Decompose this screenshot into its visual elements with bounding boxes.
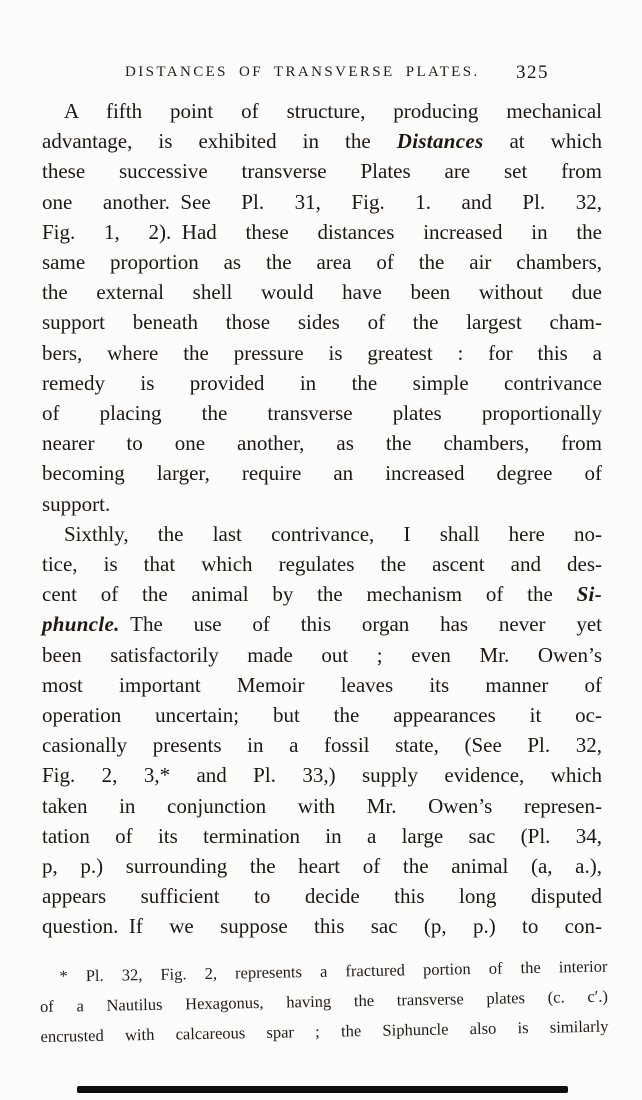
text-line: support.	[42, 491, 111, 516]
text-line: taken in conjunction with Mr. Owen’s represen-	[42, 793, 602, 818]
text-line: question. If we suppose this sac (p, p.) to con-	[42, 914, 602, 939]
text-line: cent of the animal by the mechanism of the Si-	[42, 582, 602, 607]
text-line: p, p.) surrounding the heart of the animal (a, a.),	[42, 854, 602, 879]
text-line: nearer to one another, as the chambers, from	[42, 431, 602, 456]
text-line: these successive transverse Plates are set from	[42, 159, 602, 184]
paragraph	[42, 519, 602, 942]
text-line: casionally presents in a fossil state, (See Pl. 32,	[42, 733, 602, 758]
text-line: remedy is provided in the simple contrivance	[42, 370, 602, 395]
text-line: phuncle. The use of this organ has never yet	[42, 612, 602, 637]
text-line: tice, is that which regulates the ascent and des-	[42, 552, 602, 577]
text-line: same proportion as the area of the air chambers,	[42, 250, 602, 275]
text-line: appears sufficient to decide this long disputed	[42, 884, 602, 909]
text-line: tation of its termination in a large sac (Pl. 34,	[42, 823, 602, 848]
running-head-title: DISTANCES OF TRANSVERSE PLATES.	[125, 64, 480, 80]
body-text	[42, 96, 602, 942]
text-line: been satisfactorily made out ; even Mr. Owen’s	[42, 642, 602, 667]
text-line: of placing the transverse plates proportionally	[42, 401, 602, 426]
text-line: one another. See Pl. 31, Fig. 1. and Pl. 32,	[42, 189, 602, 214]
text-line: Sixthly, the last contrivance, I shall here no-	[64, 521, 602, 546]
footnote-line: of a Nautilus Hexagonus, having the transverse plates (c. c′.)	[39, 986, 609, 1016]
text-line: operation uncertain; but the appearances it oc-	[42, 703, 602, 728]
paragraph	[42, 96, 602, 519]
page-number: 325	[516, 62, 549, 83]
text-line: bers, where the pressure is greatest : for this a	[42, 340, 602, 365]
text-line: support beneath those sides of the largest cham-	[42, 310, 602, 335]
running-head	[0, 62, 642, 84]
scan-artifact-bar	[77, 1086, 568, 1093]
footnote	[39, 952, 609, 1052]
text-line: Fig. 2, 3,* and Pl. 33,) supply evidence, which	[42, 763, 602, 788]
text-line: advantage, is exhibited in the Distances at which	[42, 129, 602, 154]
text-line: A fifth point of structure, producing mechanical	[64, 99, 602, 123]
footnote-line: * Pl. 32, Fig. 2, represents a fractured portion of the interior	[59, 956, 608, 986]
text-line: becoming larger, require an increased degree of	[42, 461, 602, 486]
text-line: the external shell would have been without due	[42, 280, 602, 305]
text-line: Fig. 1, 2). Had these distances increased in the	[42, 219, 602, 244]
footnote-line: encrusted with calcareous spar ; the Siphuncle also is similarly	[40, 1016, 609, 1046]
text-line: most important Memoir leaves its manner of	[42, 672, 602, 697]
